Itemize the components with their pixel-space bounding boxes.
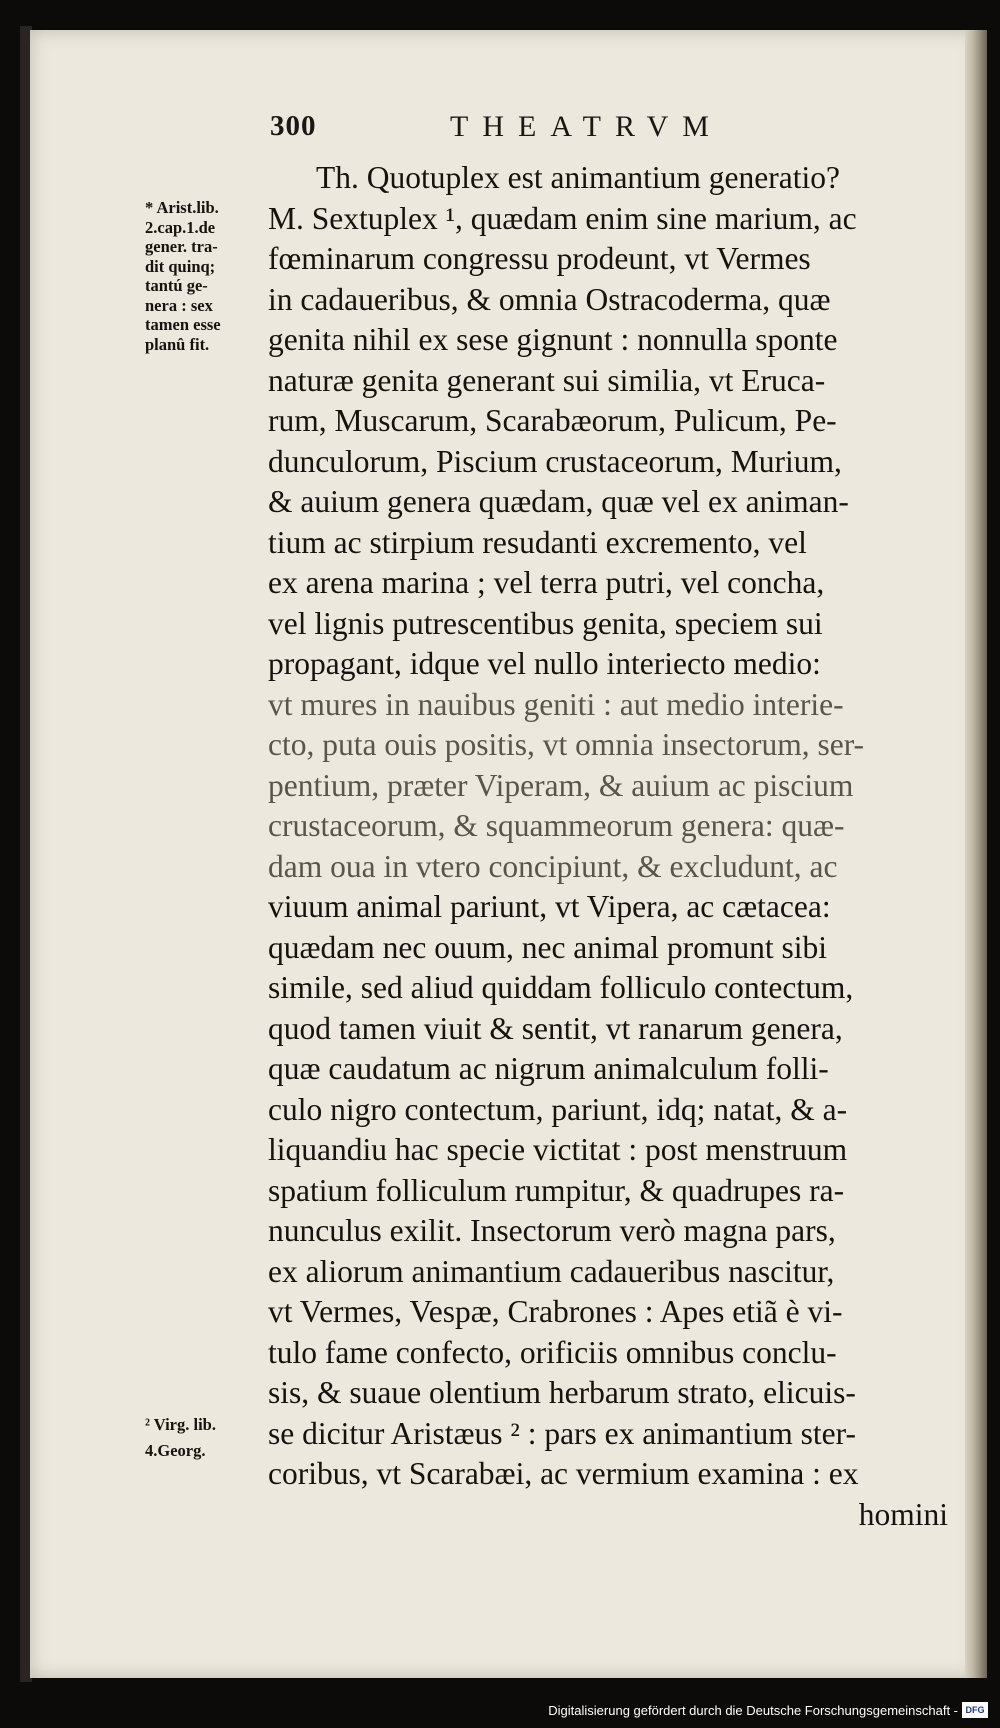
text-line: ex arena marina ; vel terra putri, vel concha, [268,565,825,600]
margin-note-line: tamen esse [145,315,221,334]
text-line: vt mures in nauibus geniti : aut medio interie- [268,686,844,722]
text-line: genita nihil ex sese gignunt : nonnulla sponte [268,322,838,357]
text-line: quæ caudatum ac nigrum animalculum folli- [268,1051,829,1086]
margin-note-line: ² Virg. lib. [145,1415,216,1434]
text-line: tium ac stirpium resudanti excremento, vel [268,524,807,560]
margin-note-virgil [145,1412,265,1464]
text-line: liquandiu hac specie victitat : post menstruum [268,1132,848,1167]
text-line: nunculus exilit. Insectorum verò magna pars, [268,1213,836,1248]
margin-note-line: gener. tra- [145,237,218,256]
body-text [268,158,948,1535]
text-line: vt Vermes, Vespæ, Crabrones : Apes etiã è vi- [268,1294,843,1329]
page-fore-edge [965,30,987,1678]
margin-note-line: dit quinq; [145,256,216,276]
text-line: quod tamen viuit & sentit, vt ranarum genera, [268,1010,843,1046]
text-line: M. Sextuplex ¹, quædam enim sine marium, ac [268,200,857,236]
funding-credit: Digitalisierung gefördert durch die Deutsche Forschungsgemeinschaft - [548,1703,958,1718]
text-line: cto, puta ouis positis, vt omnia insectorum, ser- [268,727,865,762]
text-line: crustaceorum, & squammeorum genera: quæ- [268,808,845,843]
margin-note-line: tantú ge- [145,276,208,295]
text-line: dunculorum, Piscium crustaceorum, Murium, [268,443,842,479]
margin-note-line: nera : sex [145,295,213,315]
text-line: sis, & suaue olentium herbarum strato, elicuis- [268,1375,856,1410]
digitization-footer [0,1698,1000,1728]
text-line: se dicitur Aristæus ² : pars ex animantium ster- [268,1415,856,1451]
margin-note-line: * Arist.lib. [145,198,219,217]
page-number: 300 [270,110,317,142]
text-line: Th. Quotuplex est animantium generatio? [316,160,840,195]
text-line: tulo fame confecto, orificiis omnibus conclu- [268,1334,837,1370]
text-line: culo nigro contectum, pariunt, idq; natat, & a- [268,1091,848,1127]
text-line: ex aliorum animantium cadaueribus nascitur, [268,1253,835,1289]
page-header [270,110,970,150]
text-line: vel lignis putrescentibus genita, speciem sui [268,605,823,641]
text-line: spatium folliculum rumpitur, & quadrupes ra- [268,1172,845,1208]
text-line: fœminarum congressu prodeunt, vt Vermes [268,241,811,276]
running-title: THEATRVM [450,110,723,143]
text-line: propagant, idque vel nullo interiecto medio: [268,646,821,681]
text-line: naturæ genita generant sui similia, vt Eruca- [268,362,826,398]
text-line: viuum animal pariunt, vt Vipera, ac cætacea: [268,889,831,924]
text-line: dam oua in vtero concipiunt, & excludunt, ac [268,848,838,884]
margin-note-aristotle [145,198,265,354]
margin-note-line: 4.Georg. [145,1441,206,1460]
text-line: in cadaueribus, & omnia Ostracoderma, quæ [268,281,831,317]
margin-note-line: 2.cap.1.de [145,217,216,237]
dfg-logo-icon: DFG [962,1702,988,1718]
margin-note-line: planû fit. [145,334,210,354]
catchword: homini [858,1496,948,1532]
text-line: quædam nec ouum, nec animal promunt sibi [268,929,828,965]
text-line: & auium genera quædam, quæ vel ex animan- [268,484,849,519]
text-line: rum, Muscarum, Scarabæorum, Pulicum, Pe- [268,403,837,438]
text-line: simile, sed aliud quiddam folliculo contectum, [268,970,854,1005]
text-line: pentium, præter Viperam, & auium ac piscium [268,767,854,803]
text-line: coribus, vt Scarabæi, ac vermium examina : ex [268,1456,859,1491]
